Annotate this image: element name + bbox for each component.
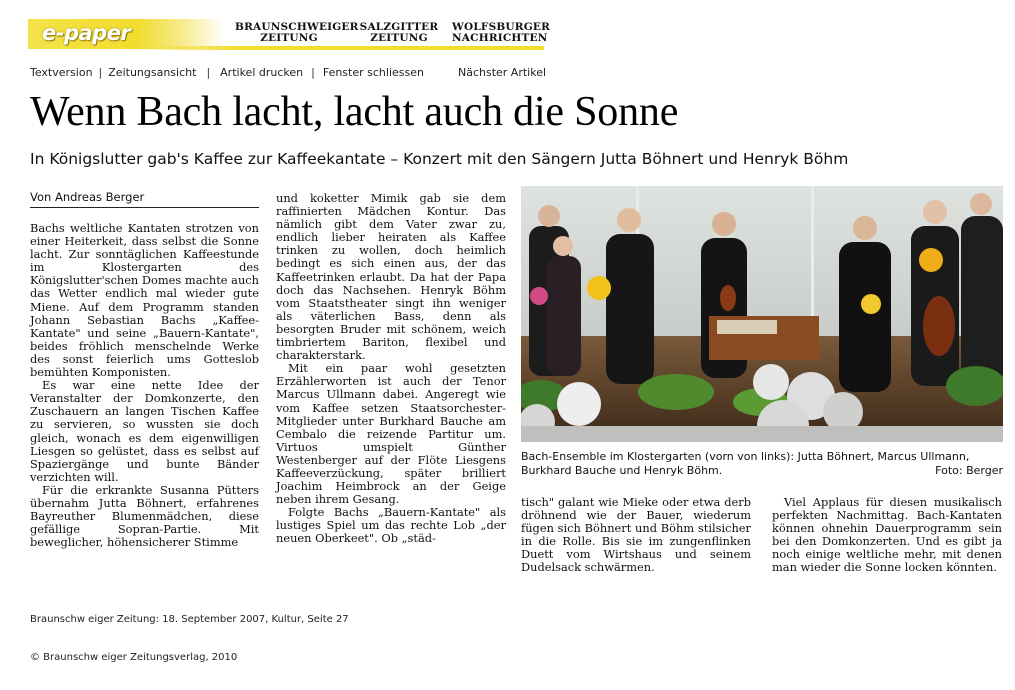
nav-separator: | <box>206 66 211 79</box>
paper-name-line: SALZGITTER <box>359 21 439 33</box>
nav-close-window-link[interactable]: Fenster schliessen <box>322 66 424 79</box>
article-byline: Von Andreas Berger <box>30 190 145 204</box>
article-paragraph: Viel Applaus für diesen musikalisch perfekten Nachmittag. Bach-Kantaten können ohnehin Dauerprogramm sein bei den Domkonzerten. Und es gibt ja noch einige weltliche mehr, mit denen man wieder die Sonne locken könnten. <box>772 495 1002 575</box>
epaper-logo[interactable] <box>28 19 224 49</box>
paper-name-line: ZEITUNG <box>370 32 428 44</box>
epaper-header <box>28 16 551 52</box>
article-paragraph: Folgte Bachs „Bauern-Kantate" als lustiges Spiel um das rechte Lob „der neuen Oberkeet". Ob „städ- <box>276 505 506 546</box>
concert-photo[interactable] <box>521 186 1003 442</box>
article-column-2 <box>276 192 506 546</box>
photo-credit: Foto: Berger <box>935 463 1003 477</box>
nav-textversion-link[interactable]: Textversion <box>30 66 93 79</box>
paper-salzgitter-zeitung[interactable] <box>355 22 443 44</box>
article-nav <box>30 66 546 79</box>
header-accent-strip <box>128 46 544 50</box>
byline-divider <box>30 207 259 208</box>
paper-name-line: WOLFSBURGER <box>452 21 551 33</box>
nav-next-article-link[interactable]: Nächster Artikel <box>457 66 547 79</box>
article-column-3 <box>521 496 751 575</box>
paper-name-line: ZEITUNG <box>260 32 318 44</box>
epaper-logo-text: e-paper <box>42 21 131 45</box>
article-column-4 <box>772 496 1002 575</box>
article-headline: Wenn Bach lacht, lacht auch die Sonne <box>30 89 679 135</box>
article-paragraph: Mit ein paar wohl gesetzten Erzählerworten ist auch der Tenor Marcus Ullmann dabei. Angeregt wie vom Kaffee setzen Staatsorchester-Mitglieder unter Burkhard Bauche am Cembalo die reizende Partitur um. Virtuos umspielt Günther Westenberger auf der Flöte Liesgens Kaffeeverzückung, später brilliert Joachim Heimbrock an der Geige neben ihrem Gesang. <box>276 361 506 507</box>
article-subheadline: In Königslutter gab's Kaffee zur Kaffeekantate – Konzert mit den Sängern Jutta Böhnert und Henryk Böhm <box>30 150 849 168</box>
paper-name-line: NACHRICHTEN <box>452 32 548 44</box>
photo-caption <box>521 450 1003 477</box>
paper-wolfsburger-nachrichten[interactable] <box>452 21 551 44</box>
nav-separator: | <box>311 66 315 79</box>
article-paragraph: Es war eine nette Idee der Veranstalter der Domkonzerte, den Zuschauern an langen Tischen Kaffee zu servieren, so wussten sie doch gleich, wonach es dem eigenwilligen Liesgen so gelüstet, dass es selbst auf Spaziergänge und bunte Bänder verzichten will. <box>30 378 259 484</box>
paper-name-line: BRAUNSCHWEIGER <box>235 21 359 33</box>
nav-print-article-link[interactable]: Artikel drucken <box>220 66 304 79</box>
copyright-notice: © Braunschw eiger Zeitungsverlag, 2010 <box>30 652 238 663</box>
article-source: Braunschw eiger Zeitung: 18. September 2007, Kultur, Seite 27 <box>30 614 349 625</box>
nav-separator: | <box>98 66 103 79</box>
article-paragraph: und koketter Mimik gab sie dem raffinierten Mädchen Kontur. Das nämlich gibt dem Vater zwar zu, endlich lieber heiraten als Kaffee trinken zu wollen, doch heimlich bedingt es sich einen aus, der das Kaffeetrinken erlaubt. Da hat der Papa doch das Nachsehen. Henryk Böhm vom Staatstheater singt ihn weniger als väterlichen Bass, denn als besorgten Bruder mit schönem, weich timbriertem Bariton, flexibel und charakterstark. <box>276 191 506 363</box>
photo-caption-text: Bach-Ensemble im Klostergarten (vorn von links): Jutta Böhnert, Marcus Ullmann, Burkhard Bauche und Henryk Böhm. <box>521 450 970 477</box>
concert-photo-image <box>521 186 1003 442</box>
nav-zeitungsansicht-link[interactable]: Zeitungsansicht <box>108 66 197 79</box>
article-column-1 <box>30 222 259 549</box>
article-paragraph: Für die erkrankte Susanna Pütters übernahm Jutta Böhnert, erfahrenes Bayreuther Blumenmädchen, diese gefällige Sopran-Partie. Mit beweglicher, höhensicherer Stimme <box>30 482 259 550</box>
article-paragraph: tisch" galant wie Mieke oder etwa derb dröhnend wie der Bauer, wiederum fügen sich Böhnert und Böhm stilsicher in die Rolle. Bis sie im zungenflinken Duett vom Wirtshaus und seinem Dudelsack schwärmen. <box>521 495 751 575</box>
article-paragraph: Bachs weltliche Kantaten strotzen von einer Heiterkeit, dass selbst die Sonne lacht. Zur sonntäglichen Kaffeestunde im Klostergarten des Königslutter'schen Domes machte auch das Wetter endlich mal wieder gute Miene. Auf dem Programm standen Johann Sebastian Bachs „Kaffee-Kantate" und seine „Bauern-Kantate", beides fröhlich menschelnde Werke des sonst feierlich ums Gotteslob bemühten Komponisten. <box>30 221 259 380</box>
paper-braunschweiger-zeitung[interactable] <box>235 21 359 44</box>
